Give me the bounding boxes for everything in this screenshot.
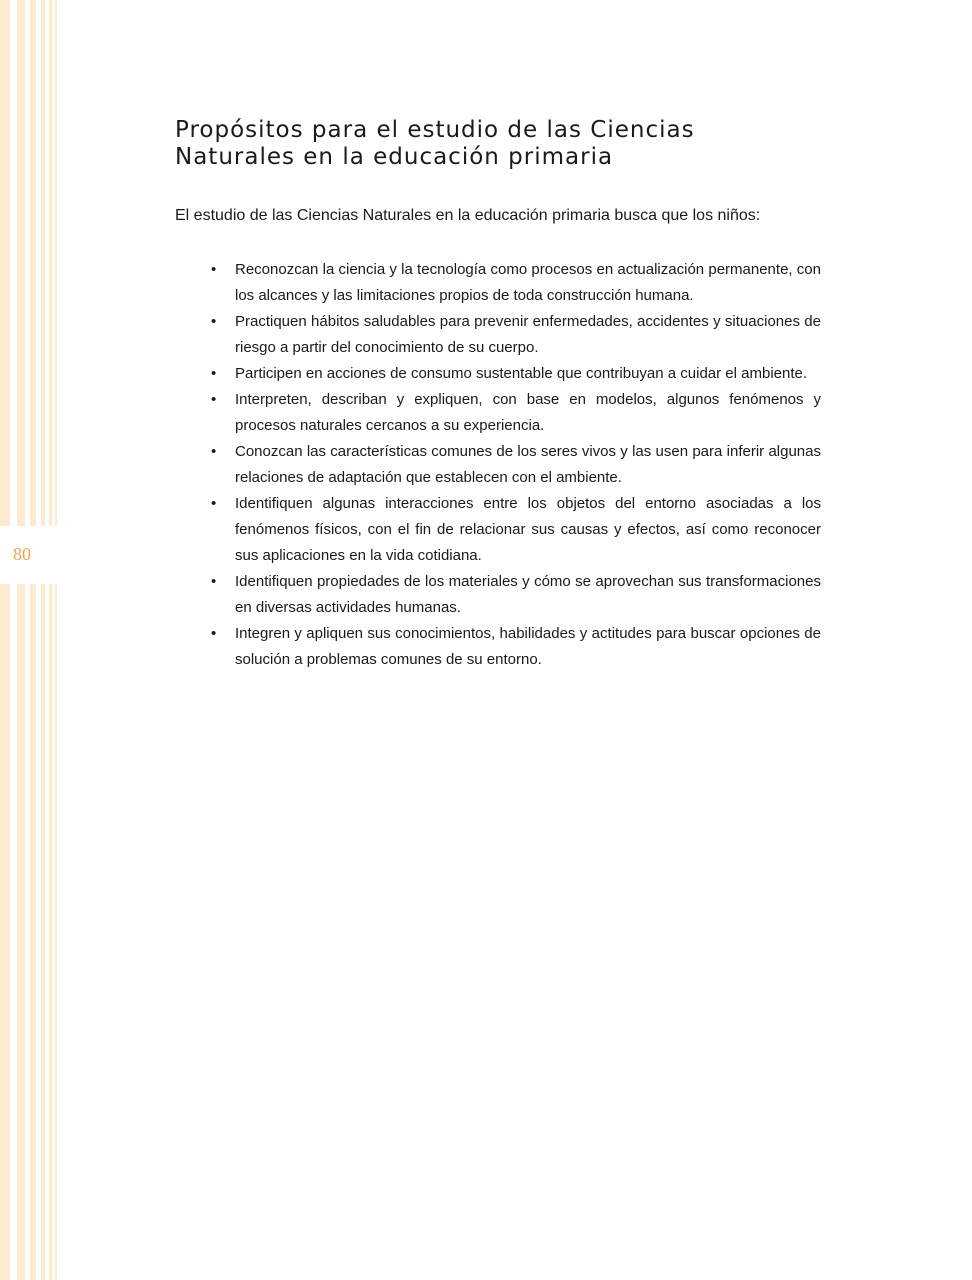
margin-stripe bbox=[55, 0, 57, 1280]
list-item-text: Practiquen hábitos saludables para prevenir enfermedades, accidentes y situaciones de riesgo a partir del conocimiento de su cuerpo. bbox=[235, 313, 821, 356]
list-item bbox=[175, 257, 821, 309]
margin-stripe bbox=[17, 0, 25, 1280]
bullet-icon: • bbox=[211, 391, 217, 408]
bullet-icon: • bbox=[211, 573, 217, 590]
page-number: 80 bbox=[13, 544, 31, 564]
purposes-list bbox=[175, 257, 821, 673]
list-item bbox=[175, 309, 821, 361]
list-item bbox=[175, 387, 821, 439]
margin-stripe bbox=[41, 0, 45, 1280]
intro-paragraph: El estudio de las Ciencias Naturales en la educación primaria busca que los niños: bbox=[175, 207, 761, 224]
bullet-icon: • bbox=[211, 365, 217, 382]
list-item-text: Interpreten, describan y expliquen, con base en modelos, algunos fenómenos y procesos naturales cercanos a su experiencia. bbox=[235, 391, 821, 434]
list-item-text: Identifiquen propiedades de los materiales y cómo se aprovechan sus transformaciones en diversas actividades humanas. bbox=[235, 573, 821, 616]
list-item bbox=[175, 491, 821, 569]
list-item-text: Reconozcan la ciencia y la tecnología como procesos en actualización permanente, con los alcances y las limitaciones propios de toda construcción humana. bbox=[235, 261, 821, 304]
page-title: Propósitos para el estudio de las Ciencias Naturales en la educación primaria bbox=[175, 117, 695, 170]
margin-stripe bbox=[0, 0, 10, 1280]
page-content bbox=[175, 117, 821, 673]
bullet-icon: • bbox=[211, 495, 217, 512]
bullet-icon: • bbox=[211, 625, 217, 642]
list-item bbox=[175, 569, 821, 621]
list-item-text: Identifiquen algunas interacciones entre los objetos del entorno asociadas a los fenómenos físicos, con el fin de relacionar sus causas y efectos, así como reconocer sus aplicaciones en la vida cotidiana. bbox=[235, 495, 821, 564]
list-item bbox=[175, 361, 821, 387]
list-item-text: Conozcan las características comunes de los seres vivos y las usen para inferir algunas relaciones de adaptación que establecen con el ambiente. bbox=[235, 443, 821, 486]
margin-stripe bbox=[30, 0, 36, 1280]
list-item bbox=[175, 621, 821, 673]
list-item-text: Participen en acciones de consumo sustentable que contribuyan a cuidar el ambiente. bbox=[235, 365, 808, 382]
margin-decoration bbox=[0, 0, 60, 1280]
margin-stripe bbox=[49, 0, 52, 1280]
bullet-icon: • bbox=[211, 261, 217, 278]
bullet-icon: • bbox=[211, 313, 217, 330]
list-item-text: Integren y apliquen sus conocimientos, habilidades y actitudes para buscar opciones de solución a problemas comunes de su entorno. bbox=[235, 625, 821, 668]
bullet-icon: • bbox=[211, 443, 217, 460]
list-item bbox=[175, 439, 821, 491]
